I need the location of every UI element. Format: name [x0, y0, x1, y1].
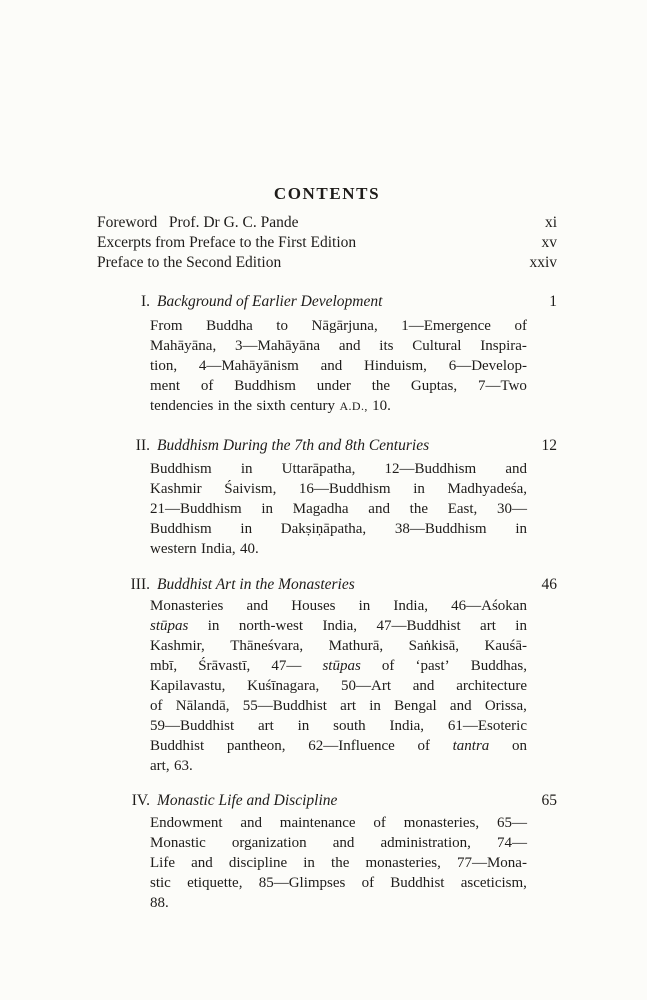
toc-body-line: Buddhism in Dakṣiṇāpatha, 38—Buddhism in [150, 521, 527, 537]
front-matter-row [97, 213, 557, 233]
chapter-heading [97, 574, 557, 595]
page-title: CONTENTS [273, 184, 381, 203]
toc-content [97, 0, 557, 915]
front-matter-label: Preface to the Second Edition [97, 254, 282, 271]
chapter-page-number: 46 [541, 576, 557, 593]
chapter-page-number: 1 [549, 293, 557, 310]
toc-body-line: Buddhist pantheon, 62—Influence of tantra on [150, 738, 527, 754]
chapter-summary [150, 598, 527, 778]
chapter-summary [150, 815, 527, 915]
chapter-title: Monastic Life and Discipline [157, 792, 338, 809]
toc-body-line: tendencies in the sixth century A.D., 10. [150, 398, 391, 414]
toc-body-line: tion, 4—Mahāyānism and Hinduism, 6—Develop- [150, 358, 527, 374]
page-number: xxiv [529, 254, 557, 271]
chapter-entry-3 [97, 574, 557, 778]
toc-body-line: Buddhism in Uttarāpatha, 12—Buddhism and [150, 461, 527, 477]
toc-body-line: 21—Buddhism in Magadha and the East, 30— [150, 501, 527, 517]
toc-body-line: Mahāyāna, 3—Mahāyāna and its Cultural Inspira- [150, 338, 527, 354]
chapter-number: II. [135, 437, 150, 454]
front-matter-row [97, 233, 557, 253]
front-matter-list [97, 213, 557, 273]
chapter-title: Background of Earlier Development [157, 293, 383, 310]
chapter-number: IV. [131, 792, 150, 809]
chapter-entry-4 [97, 790, 557, 915]
toc-body-line: Monastic organization and administration, 74— [150, 835, 527, 851]
toc-body-line: 88. [150, 895, 169, 911]
chapter-title: Buddhism During the 7th and 8th Centuries [157, 437, 430, 454]
toc-body-line: Kashmir, Thāneśvara, Mathurā, Saṅkisā, Kauśā- [150, 638, 527, 654]
chapter-summary [150, 318, 527, 418]
toc-body-line: 59—Buddhist art in south India, 61—Esoteric [150, 718, 527, 734]
chapter-summary [150, 461, 527, 561]
toc-body-line: mbī, Śrāvastī, 47— stūpas of ‘past’ Buddhas, [150, 658, 527, 674]
toc-body-line: western India, 40. [150, 541, 259, 557]
toc-body-line: art, 63. [150, 758, 193, 774]
toc-body-line: Endowment and maintenance of monasteries, 65— [150, 815, 527, 831]
front-matter-row [97, 253, 557, 273]
page-number: xv [541, 234, 557, 251]
toc-body-line: From Buddha to Nāgārjuna, 1—Emergence of [150, 318, 527, 334]
toc-body-line: of Nālandā, 55—Buddhist art in Bengal and Orissa, [150, 698, 527, 714]
toc-body-line: stūpas in north-west India, 47—Buddhist art in [150, 618, 527, 634]
chapter-heading [97, 291, 557, 312]
chapter-heading [97, 790, 557, 811]
toc-body-line: stic etiquette, 85—Glimpses of Buddhist asceticism, [150, 875, 527, 891]
toc-body-line: Monasteries and Houses in India, 46—Aśokan [150, 598, 527, 614]
toc-body-line: ment of Buddhism under the Guptas, 7—Two [150, 378, 527, 394]
chapter-title: Buddhist Art in the Monasteries [157, 576, 355, 593]
toc-body-line: Life and discipline in the monasteries, 77—Mona- [150, 855, 527, 871]
toc-body-line: Kapilavastu, Kuśīnagara, 50—Art and architecture [150, 678, 527, 694]
page-number: xi [544, 214, 557, 231]
chapter-number: III. [130, 576, 150, 593]
front-matter-label: Excerpts from Preface to the First Edition [97, 234, 357, 251]
front-matter-label: Foreword Prof. Dr G. C. Pande [97, 214, 299, 231]
chapter-page-number: 12 [541, 437, 557, 454]
chapter-page-number: 65 [541, 792, 557, 809]
chapter-entry-2 [97, 435, 557, 561]
toc-body-line: Kashmir Śaivism, 16—Buddhism in Madhyadeśa, [150, 481, 527, 497]
chapter-number: I. [140, 293, 150, 310]
chapter-heading [97, 435, 557, 456]
chapter-entry-1 [97, 291, 557, 418]
